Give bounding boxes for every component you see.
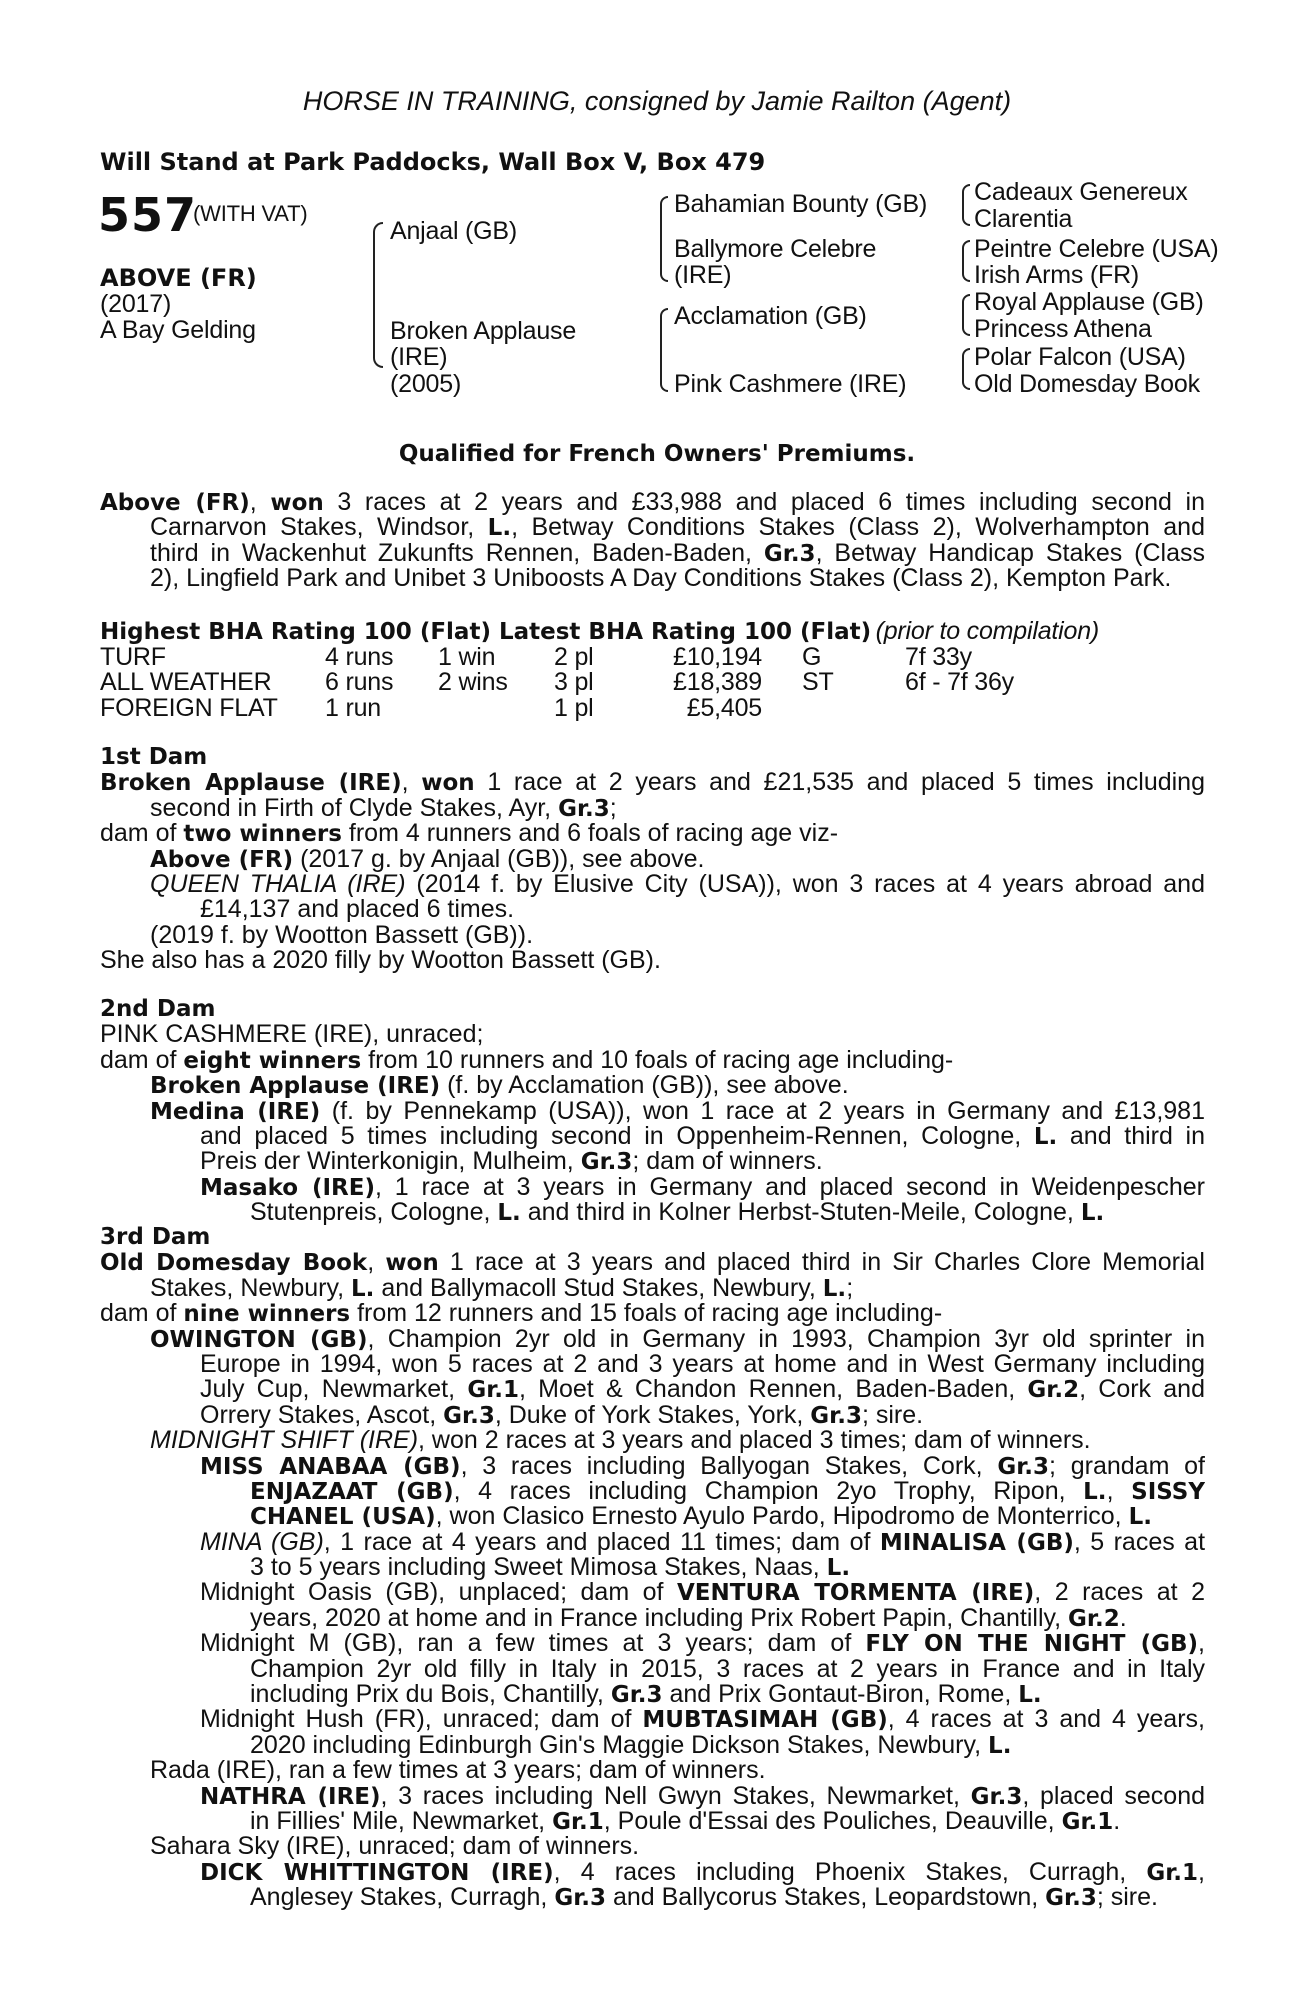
- produce-name: OWINGTON (GB): [150, 1326, 368, 1352]
- grade-label: Gr.3: [997, 1453, 1050, 1479]
- second-dam-section: [100, 997, 1205, 1226]
- ss-sire: Cadeaux Genereux: [974, 178, 1188, 206]
- pedigree-bracket-ss: [962, 184, 970, 226]
- text: ,: [401, 770, 422, 796]
- text: Stutenpreis, Cologne,: [250, 1198, 498, 1227]
- produce-line: [100, 1175, 1205, 1200]
- dd-dam: Old Domesday Book: [974, 370, 1200, 398]
- first-dam-section: [100, 745, 1205, 974]
- produce-line: Europe in 1994, won 5 races at 2 and 3 years at home and in West Germany including: [200, 1351, 1205, 1378]
- grade-label: L.: [1128, 1504, 1152, 1531]
- text: , Duke of York Stakes, York,: [494, 1400, 811, 1429]
- produce-line: Champion 2yr old filly in Italy in 2015, 3 races at 2 years in France and in Italy: [250, 1656, 1205, 1683]
- text: , placed second: [1022, 1783, 1205, 1809]
- ratings-cell-runs: 6 runs: [325, 668, 394, 697]
- text: Midnight Oasis (GB), unplaced; dam of: [200, 1580, 677, 1606]
- ratings-heading: [100, 619, 1099, 645]
- produce-line: [100, 1327, 1205, 1352]
- text: ,: [367, 1250, 386, 1276]
- dam-origin: (IRE): [390, 343, 448, 371]
- text: (2017 g. by Anjaal (GB)), see above.: [293, 844, 705, 873]
- grade-label: L.: [1018, 1682, 1042, 1709]
- ratings-cell-wins: 1 win: [438, 643, 496, 671]
- text: , 3 races including Nell Gwyn Stakes, Newmarket,: [380, 1783, 971, 1809]
- grade-label: Gr.3: [970, 1783, 1023, 1809]
- produce-name: QUEEN THALIA (IRE): [150, 871, 406, 898]
- produce-line: [100, 1200, 1205, 1225]
- produce-line: [100, 1806, 1205, 1835]
- third-dam-section: [100, 1225, 1205, 1911]
- text: 1 race at 2 years and £21,535 and placed 5 times including: [474, 770, 1205, 796]
- produce-name: CHANEL (USA): [250, 1504, 436, 1531]
- produce-name: SISSY: [1131, 1478, 1205, 1505]
- text: , 4 races including Phoenix Stakes, Curragh,: [553, 1859, 1147, 1886]
- text: from 12 runners and 15 foals of racing age including-: [350, 1299, 943, 1328]
- produce-name: MUBTASIMAH (GB): [642, 1707, 888, 1733]
- text: , Moet & Chandon Rennen, Baden-Baden,: [519, 1377, 1028, 1403]
- text: and third in: [1057, 1123, 1205, 1150]
- text: and Ballymacoll Stud Stakes, Newbury,: [374, 1273, 823, 1302]
- text: dam of: [100, 1299, 184, 1328]
- foaling-year: (2017): [100, 290, 172, 318]
- section-heading: 1st Dam: [100, 744, 208, 770]
- ds-sire: Royal Applause (GB): [974, 288, 1204, 316]
- ratings-cell-surface: FOREIGN FLAT: [100, 693, 278, 722]
- grade-label: L.: [826, 1555, 851, 1582]
- ratings-title: Highest BHA Rating 100 (Flat) Latest BHA Rating 100 (Flat): [100, 619, 872, 645]
- produce-name: ENJAZAAT (GB): [250, 1478, 454, 1505]
- text: and third in Kolner Herbst-Stuten-Meile, Cologne,: [520, 1198, 1081, 1227]
- produce-line: Rada (IRE), ran a few times at 3 years; dam of winners.: [150, 1756, 766, 1785]
- text: ; grandam of: [1049, 1453, 1205, 1479]
- won-label: won: [421, 770, 475, 796]
- produce-line: [100, 1454, 1205, 1479]
- vat-note: (WITH VAT): [193, 201, 308, 226]
- summary-text: , Betway Conditions Stakes (Class 2), Wolverhampton and: [511, 515, 1205, 541]
- ratings-cell-dist: 6f - 7f 36y: [905, 668, 1014, 697]
- produce-name: MINA (GB): [200, 1529, 324, 1556]
- produce-name: MIDNIGHT SHIFT (IRE): [150, 1426, 419, 1455]
- pedigree-bracket-ds: [962, 294, 970, 336]
- text: July Cup, Newmarket,: [200, 1377, 468, 1403]
- grade-label: Gr.3: [558, 795, 610, 822]
- produce-line: [100, 1428, 1205, 1453]
- text: (f. by Pennekamp (USA)), won 1 race at 2 years in Germany and £13,981: [320, 1098, 1205, 1124]
- winners-label: eight winners: [183, 1047, 362, 1074]
- text: ,: [1106, 1478, 1132, 1505]
- race-summary: [100, 490, 1205, 592]
- grade-label: Gr.3: [610, 1682, 663, 1709]
- ratings-cell-surface: ALL WEATHER: [100, 668, 272, 697]
- winners-label: two winners: [183, 821, 342, 848]
- ratings-cell-placed: 1 pl: [554, 693, 594, 722]
- text: (f. by Acclamation (GB)), see above.: [440, 1071, 849, 1100]
- grade-label: L.: [351, 1275, 375, 1302]
- text: ,: [1198, 1859, 1205, 1886]
- grade-label: L.: [1033, 1123, 1058, 1150]
- produce-line: [100, 1479, 1205, 1504]
- text: , won Clasico Ernesto Ayulo Pardo, Hipodromo de Monterrico,: [435, 1502, 1129, 1531]
- pedigree-bracket-sd: [962, 240, 970, 282]
- ratings-cell-dist: 7f 33y: [905, 643, 972, 671]
- summary-text: ,: [249, 490, 271, 516]
- produce-name: Medina (IRE): [150, 1098, 321, 1124]
- grade-label: Gr.3: [763, 540, 816, 567]
- ratings-cell-prize: £5,405: [686, 693, 762, 722]
- text: ;: [609, 793, 617, 822]
- text: ;: [846, 1273, 854, 1302]
- produce-line: [100, 1682, 1205, 1707]
- ds-dam: Princess Athena: [974, 315, 1152, 343]
- summary-text: , Betway Handicap Stakes (Class: [815, 540, 1205, 567]
- grade-label: Gr.3: [443, 1402, 495, 1429]
- ratings-cell-runs: 1 run: [325, 693, 381, 722]
- produce-name: DICK WHITTINGTON (IRE): [200, 1859, 554, 1886]
- ratings-cell-wins: 2 wins: [438, 668, 508, 697]
- text: , 3 races including Ballyogan Stakes, Cork,: [460, 1453, 998, 1479]
- grade-label: Gr.1: [1146, 1859, 1199, 1886]
- dam-line: [100, 1273, 1205, 1302]
- produce-name: NATHRA (IRE): [200, 1783, 381, 1809]
- summary-text: third in Wackenhut Zukunfts Rennen, Baden-Baden,: [150, 540, 764, 567]
- pedigree-bracket-dd: [962, 348, 970, 390]
- pedigree-bracket-main: [373, 222, 383, 368]
- grade-label: L.: [988, 1732, 1012, 1759]
- text: ; dam of winners.: [632, 1147, 823, 1176]
- produce-line: [100, 1555, 1205, 1580]
- text: in Fillies' Mile, Newmarket,: [250, 1806, 553, 1835]
- produce-name: Broken Applause (IRE): [150, 1073, 441, 1100]
- produce-line: [100, 1149, 1205, 1174]
- produce-line: [100, 1885, 1205, 1910]
- summary-line: [100, 515, 1205, 540]
- text: Preis der Winterkonigin, Mulheim,: [200, 1147, 581, 1176]
- dam-name: Broken Applause (IRE): [100, 770, 402, 796]
- text: , 5 races at: [1073, 1529, 1205, 1556]
- summary-line: [100, 541, 1205, 566]
- dam-line: [100, 1250, 1205, 1275]
- stand-location: Will Stand at Park Paddocks, Wall Box V, Box 479: [100, 148, 766, 176]
- text: and Ballycorus Stakes, Leopardstown,: [606, 1883, 1046, 1912]
- produce-line: [100, 1580, 1205, 1605]
- text: years, 2020 at home and in France including Prix Robert Papin, Chantilly,: [250, 1603, 1069, 1632]
- produce-name: MINALISA (GB): [879, 1529, 1074, 1556]
- summary-line: 2), Lingfield Park and Unibet 3 Uniboosts A Day Conditions Stakes (Class 2), Kempton Park.: [150, 564, 1172, 593]
- ratings-cell-runs: 4 runs: [325, 643, 394, 671]
- text: from 10 runners and 10 foals of racing age including-: [361, 1045, 954, 1074]
- produce-name: FLY ON THE NIGHT (GB): [865, 1631, 1199, 1657]
- text: second in Firth of Clyde Stakes, Ayr,: [150, 793, 559, 822]
- text: Orrery Stakes, Ascot,: [200, 1400, 444, 1429]
- ratings-cell-prize: £18,389: [673, 668, 762, 697]
- grade-label: Gr.1: [467, 1377, 519, 1403]
- sire-sire: Bahamian Bounty (GB): [674, 190, 928, 218]
- pedigree-bracket-sire: [660, 196, 668, 282]
- grade-label: L.: [1080, 1200, 1105, 1227]
- sire-dam-origin: (IRE): [674, 261, 732, 289]
- grade-label: Gr.1: [552, 1808, 604, 1835]
- grade-label: Gr.3: [1045, 1885, 1097, 1912]
- ratings-cell-going: G: [802, 643, 822, 671]
- sd-sire: Peintre Celebre (USA): [974, 235, 1219, 263]
- text: Anglesey Stakes, Curragh,: [250, 1883, 555, 1912]
- text: , 4 races at 3 and 4 years,: [887, 1707, 1205, 1733]
- grade-label: L.: [497, 1200, 521, 1227]
- grade-label: L.: [822, 1275, 847, 1302]
- produce-name: VENTURA TORMENTA (IRE): [677, 1580, 1035, 1606]
- produce-line: [100, 1707, 1205, 1732]
- text: (2014 f. by Elusive City (USA)), won 3 races at 4 years abroad and: [405, 871, 1205, 898]
- produce-line: [100, 1631, 1205, 1656]
- produce-line: [100, 1504, 1205, 1529]
- ratings-cell-surface: TURF: [100, 643, 166, 671]
- grade-label: Gr.2: [1068, 1605, 1120, 1632]
- produce-line: [100, 1400, 1205, 1429]
- text: , 2 races at 2: [1034, 1580, 1205, 1606]
- text: and Prix Gontaut-Biron, Rome,: [662, 1680, 1019, 1709]
- summary-text: 3 races at 2 years and £33,988 and placed 6 times including second in: [323, 490, 1205, 516]
- dam-dam: Pink Cashmere (IRE): [674, 370, 907, 398]
- text: dam of: [100, 819, 184, 848]
- ss-dam: Clarentia: [974, 205, 1073, 233]
- text: .: [1119, 1603, 1127, 1632]
- produce-line: [100, 1784, 1205, 1809]
- produce-line: [100, 872, 1205, 897]
- produce-line: £14,137 and placed 6 times.: [200, 895, 515, 924]
- produce-line: Sahara Sky (IRE), unraced; dam of winners.: [150, 1832, 640, 1861]
- grade-label: L.: [487, 515, 512, 541]
- catalogue-title: HORSE IN TRAINING, consigned by Jamie Railton (Agent): [302, 86, 1012, 116]
- lot-number: 557: [98, 188, 198, 242]
- sire: Anjaal (GB): [390, 217, 518, 245]
- grade-label: Gr.1: [1061, 1808, 1114, 1835]
- winners-label: nine winners: [183, 1301, 351, 1328]
- summary-won: won: [270, 490, 324, 516]
- produce-line: [100, 1603, 1205, 1632]
- dam-line: [100, 1045, 1205, 1074]
- grade-label: Gr.2: [1027, 1377, 1080, 1403]
- produce-line: [100, 1860, 1205, 1885]
- produce-line: [100, 1377, 1205, 1402]
- text: from 4 runners and 6 foals of racing age viz-: [341, 819, 839, 848]
- produce-line: [100, 1730, 1205, 1759]
- horse-name: ABOVE (FR): [100, 264, 257, 292]
- grade-label: Gr.3: [810, 1402, 862, 1429]
- text: ; sire.: [861, 1400, 924, 1429]
- text: 2020 including Edinburgh Gin's Maggie Dickson Stakes, Newbury,: [250, 1730, 989, 1759]
- dam-line: PINK CASHMERE (IRE), unraced;: [100, 1020, 484, 1049]
- text: including Prix du Bois, Chantilly,: [250, 1680, 611, 1709]
- text: Stakes, Newbury,: [150, 1273, 352, 1302]
- produce-line: [100, 1099, 1205, 1124]
- dam-line: [100, 1301, 1205, 1326]
- ratings-cell-going: ST: [802, 668, 834, 697]
- text: , won 2 races at 3 years and placed 3 times; dam of winners.: [418, 1426, 1091, 1455]
- grade-label: Gr.3: [580, 1149, 633, 1176]
- text: , 1 race at 3 years in Germany and placed second in Weidenpescher: [374, 1174, 1205, 1201]
- dam-line: [100, 793, 1205, 822]
- text: Midnight Hush (FR), unraced; dam of: [200, 1707, 643, 1733]
- section-heading: 3rd Dam: [100, 1224, 211, 1250]
- text: , Poule d'Essai des Pouliches, Deauville,: [603, 1806, 1062, 1835]
- ratings-cell-prize: £10,194: [673, 643, 762, 671]
- dam: Broken Applause: [390, 317, 577, 345]
- dd-sire: Polar Falcon (USA): [974, 343, 1186, 371]
- text: Midnight M (GB), ran a few times at 3 years; dam of: [200, 1631, 866, 1657]
- text: 3 to 5 years including Sweet Mimosa Stakes, Naas,: [250, 1553, 827, 1582]
- produce-line: [100, 1530, 1205, 1555]
- ratings-cell-placed: 3 pl: [554, 668, 594, 697]
- dam-line: [100, 770, 1205, 795]
- sire-dam: Ballymore Celebre: [674, 235, 877, 263]
- produce-line: She also has a 2020 filly by Wootton Bassett (GB).: [100, 946, 661, 975]
- ratings-cell-placed: 2 pl: [554, 643, 594, 671]
- dam-year: (2005): [390, 370, 462, 398]
- won-label: won: [385, 1250, 439, 1276]
- grade-label: L.: [1083, 1478, 1107, 1505]
- summary-horse: Above (FR): [100, 490, 250, 516]
- text: , Champion 2yr old in Germany in 1993, Champion 3yr old sprinter in: [367, 1326, 1205, 1352]
- dam-sire: Acclamation (GB): [674, 302, 867, 330]
- text: 1 race at 3 years and placed third in Sir Charles Clore Memorial: [438, 1250, 1205, 1276]
- grade-label: Gr.3: [554, 1885, 607, 1912]
- section-heading: 2nd Dam: [100, 996, 216, 1022]
- text: ,: [1198, 1631, 1205, 1657]
- text: .: [1113, 1806, 1121, 1835]
- produce-line: (2019 f. by Wootton Bassett (GB)).: [150, 920, 534, 949]
- text: , Cork and: [1079, 1377, 1205, 1403]
- text: , 1 race at 4 years and placed 11 times; dam of: [323, 1529, 880, 1556]
- horse-description: A Bay Gelding: [100, 316, 256, 344]
- dam-name: Old Domesday Book: [100, 1250, 368, 1276]
- summary-text: Carnarvon Stakes, Windsor,: [150, 515, 488, 541]
- ratings-note: (prior to compilation): [875, 617, 1100, 645]
- produce-line: [100, 844, 1205, 873]
- text: and placed 5 times including second in Oppenheim-Rennen, Cologne,: [200, 1123, 1034, 1150]
- summary-line: [100, 490, 1205, 515]
- produce-name: Masako (IRE): [200, 1174, 375, 1201]
- produce-line: [100, 1073, 1205, 1098]
- premiums-note: Qualified for French Owners' Premiums.: [398, 441, 916, 467]
- sd-dam: Irish Arms (FR): [974, 261, 1140, 289]
- dam-line: [100, 821, 1205, 846]
- produce-name: MISS ANABAA (GB): [200, 1453, 461, 1479]
- text: dam of: [100, 1045, 184, 1074]
- produce-name: Above (FR): [150, 846, 294, 873]
- text: ; sire.: [1096, 1883, 1158, 1912]
- text: , 4 races including Champion 2yo Trophy, Ripon,: [453, 1478, 1084, 1505]
- produce-line: [100, 1124, 1205, 1149]
- pedigree-bracket-dam: [660, 308, 668, 392]
